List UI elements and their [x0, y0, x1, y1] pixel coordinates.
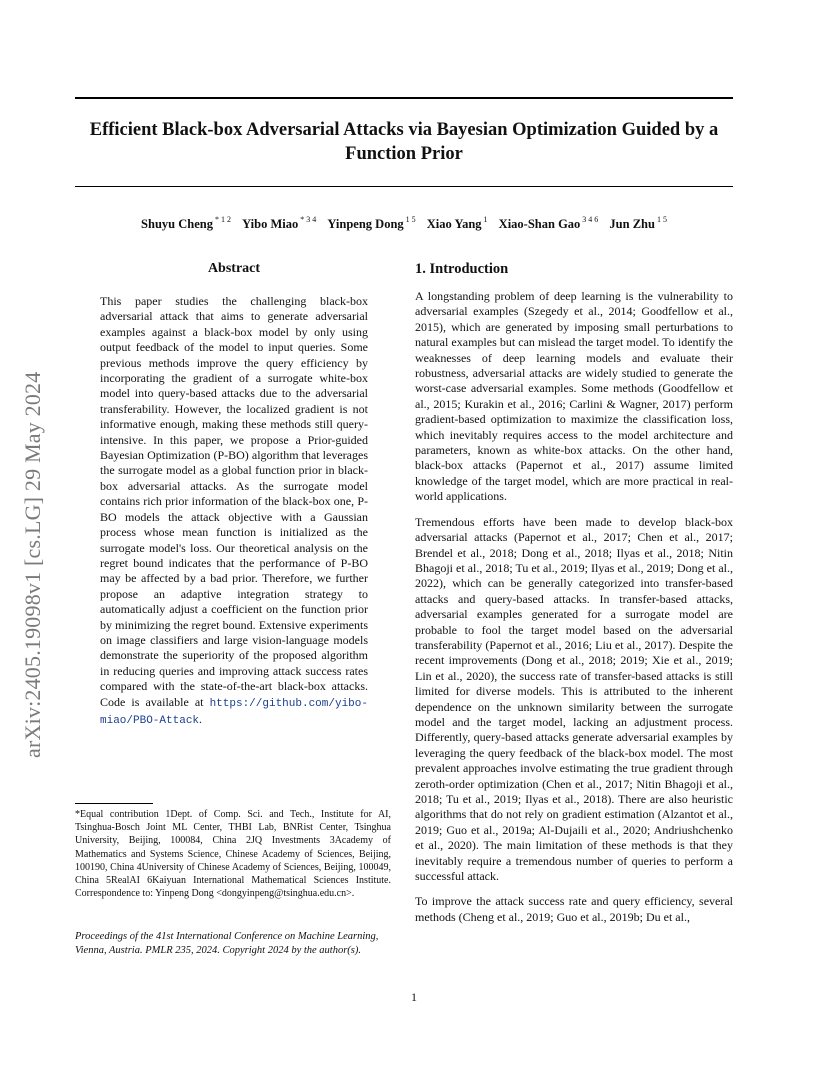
- title-top-rule: [75, 97, 733, 99]
- introduction-heading: 1. Introduction: [415, 261, 509, 277]
- arxiv-identifier: [16, 280, 56, 780]
- author-name: Jun Zhu: [609, 217, 655, 231]
- author-affiliation-marks: 1 5: [656, 215, 667, 224]
- author-name: Xiao Yang: [426, 217, 482, 231]
- abstract-body: This paper studies the challenging black-box adversarial attack that aims to generate adversarial examples against a black-box model by only using output feedback of the model to input queries. Some previous methods improve the query efficiency by incorporating the gradient of a surrogate white-box model into query-based attacks due to the adversarial transferability. However, the localized gradient is not informative enough, making these methods still query-intensive. In this paper, we propose a Prior-guided Bayesian Optimization (P-BO) algorithm that leverages the surrogate model as a global function prior in black-box adversarial attacks. As the surrogate model contains rich prior information of the black-box one, P-BO models the attack objective with a Gaussian process whose mean function is initialized as the surrogate model's loss. Our theoretical analysis on the regret bound indicates that the performance of P-BO may be affected by a bad prior. Therefore, we further propose an adaptive integration strategy to automatically adjust a coefficient on the function prior by minimizing the regret bound. Extensive experiments on image classifiers and large vision-language models demonstrate the superiority of the proposed algorithm in reducing queries and improving attack success rates compared with the state-of-the-art black-box attacks. Code is available at: [100, 294, 368, 709]
- author: [242, 217, 316, 231]
- author-name: Shuyu Cheng: [141, 217, 213, 231]
- author: [499, 217, 599, 231]
- introduction-paragraph: A longstanding problem of deep learning is the vulnerability to adversarial examples (Szegedy et al., 2014; Goodfellow et al., 2015), which are generated by imposing small perturbations to natural examples but can mislead the target model. To identify the weaknesses of deep learning models and evaluate their robustness, adversarial attacks are widely studied to generate the worst-case adversarial examples. Some methods (Goodfellow et al., 2015; Kurakin et al., 2016; Carlini & Wagner, 2017) perform gradient-based optimization to maximize the classification loss, which inevitably requires access to the model architecture and parameters, known as white-box attacks. On the other hand, black-box attacks (Papernot et al., 2017) assume limited knowledge of the target model, which are more practical in real-world applications.: [415, 289, 733, 504]
- introduction-paragraph: Tremendous efforts have been made to develop black-box adversarial attacks (Papernot et al., 2017; Chen et al., 2017; Brendel et al., 2018; Dong et al., 2018; Ilyas et al., 2018; Nitin Bhagoji et al., 2018; Tu et al., 2019; Ilyas et al., 2019; Dong et al., 2022), which can be generally categorized into transfer-based attacks and query-based attacks. In transfer-based attacks, adversarial examples generated for a surrogate model are probable to fool the target model based on the adversarial transferability (Papernot et al., 2016; Liu et al., 2017). Despite the recent improvements (Dong et al., 2018; 2019; Xie et al., 2019; Lin et al., 2020), the success rate of transfer-based attacks is still limited for diverse models. This is attributed to the inherent dependence on the unknown similarity between the surrogate model and the target model, lacking an adjustment process. Differently, query-based attacks generate adversarial examples by leveraging the query feedback of the black-box model. The most prevalent approaches involve estimating the true gradient through zeroth-order optimization (Chen et al., 2017; Nitin Bhagoji et al., 2018; Tu et al., 2019; Ilyas et al., 2018). There are also heuristic algorithms that do not rely on gradient estimation (Alzantot et al., 2019; Guo et al., 2019a; Al-Dujaili et al., 2020; Andriushchenko et al., 2020). The main limitation of these methods is that they inevitably require a tremendous number of queries to perform a successful attack.: [415, 514, 733, 884]
- author-name: Yibo Miao: [242, 217, 299, 231]
- author: [609, 217, 667, 231]
- introduction-column: [415, 258, 733, 925]
- author-name: Yinpeng Dong: [327, 217, 404, 231]
- author: [141, 217, 231, 231]
- author-affiliation-marks: 1: [483, 215, 488, 224]
- arxiv-identifier-text: arXiv:2405.19098v1 [cs.LG] 29 May 2024: [20, 371, 45, 758]
- abstract-end-punct: .: [199, 711, 203, 726]
- page-number: 1: [411, 990, 417, 1004]
- abstract-text: [100, 294, 368, 729]
- author-affiliation-marks: * 1 2: [214, 215, 231, 224]
- footnote-rule: [75, 803, 153, 804]
- author-affiliation-marks: 3 4 6: [582, 215, 599, 224]
- abstract-column: [100, 258, 368, 729]
- code-link[interactable]: https://github.com/yibo-miao/PBO-Attack: [100, 697, 368, 727]
- author-affiliation-marks: * 3 4: [300, 215, 317, 224]
- introduction-paragraph: To improve the attack success rate and query efficiency, several methods (Cheng et al., 2019; Guo et al., 2019b; Du et al.,: [415, 894, 733, 924]
- affiliation-footnote: *Equal contribution 1Dept. of Comp. Sci. and Tech., Institute for AI, Tsinghua-Bosch Joint ML Center, THBI Lab, BNRist Center, Tsinghua University, Beijing, 100084, China 2JQ Investments 3Academy of Mathematics and Systems Science, Chinese Academy of Sciences, Beijing, 100190, China 4University of Chinese Academy of Sciences, Beijing, 100049, China 5RealAI 6Kaiyuan International Mathematical Sciences Institute. Correspondence to: Yinpeng Dong <dongyinpeng@tsinghua.edu.cn>.: [75, 809, 391, 900]
- author-affiliation-marks: 1 5: [405, 215, 416, 224]
- author: [427, 217, 488, 231]
- abstract-heading: Abstract: [207, 261, 261, 276]
- title-bottom-rule: [75, 186, 733, 187]
- author: [327, 217, 415, 231]
- author-list: [75, 215, 733, 232]
- proceedings-note: Proceedings of the 41st International Conference on Machine Learning, Vienna, Austria. PMLR 235, 2024. Copyright 2024 by the author(s).: [75, 931, 379, 956]
- author-name: Xiao-Shan Gao: [498, 217, 581, 231]
- paper-title: Efficient Black-box Adversarial Attacks via Bayesian Optimization Guided by a Function Prior: [89, 120, 719, 164]
